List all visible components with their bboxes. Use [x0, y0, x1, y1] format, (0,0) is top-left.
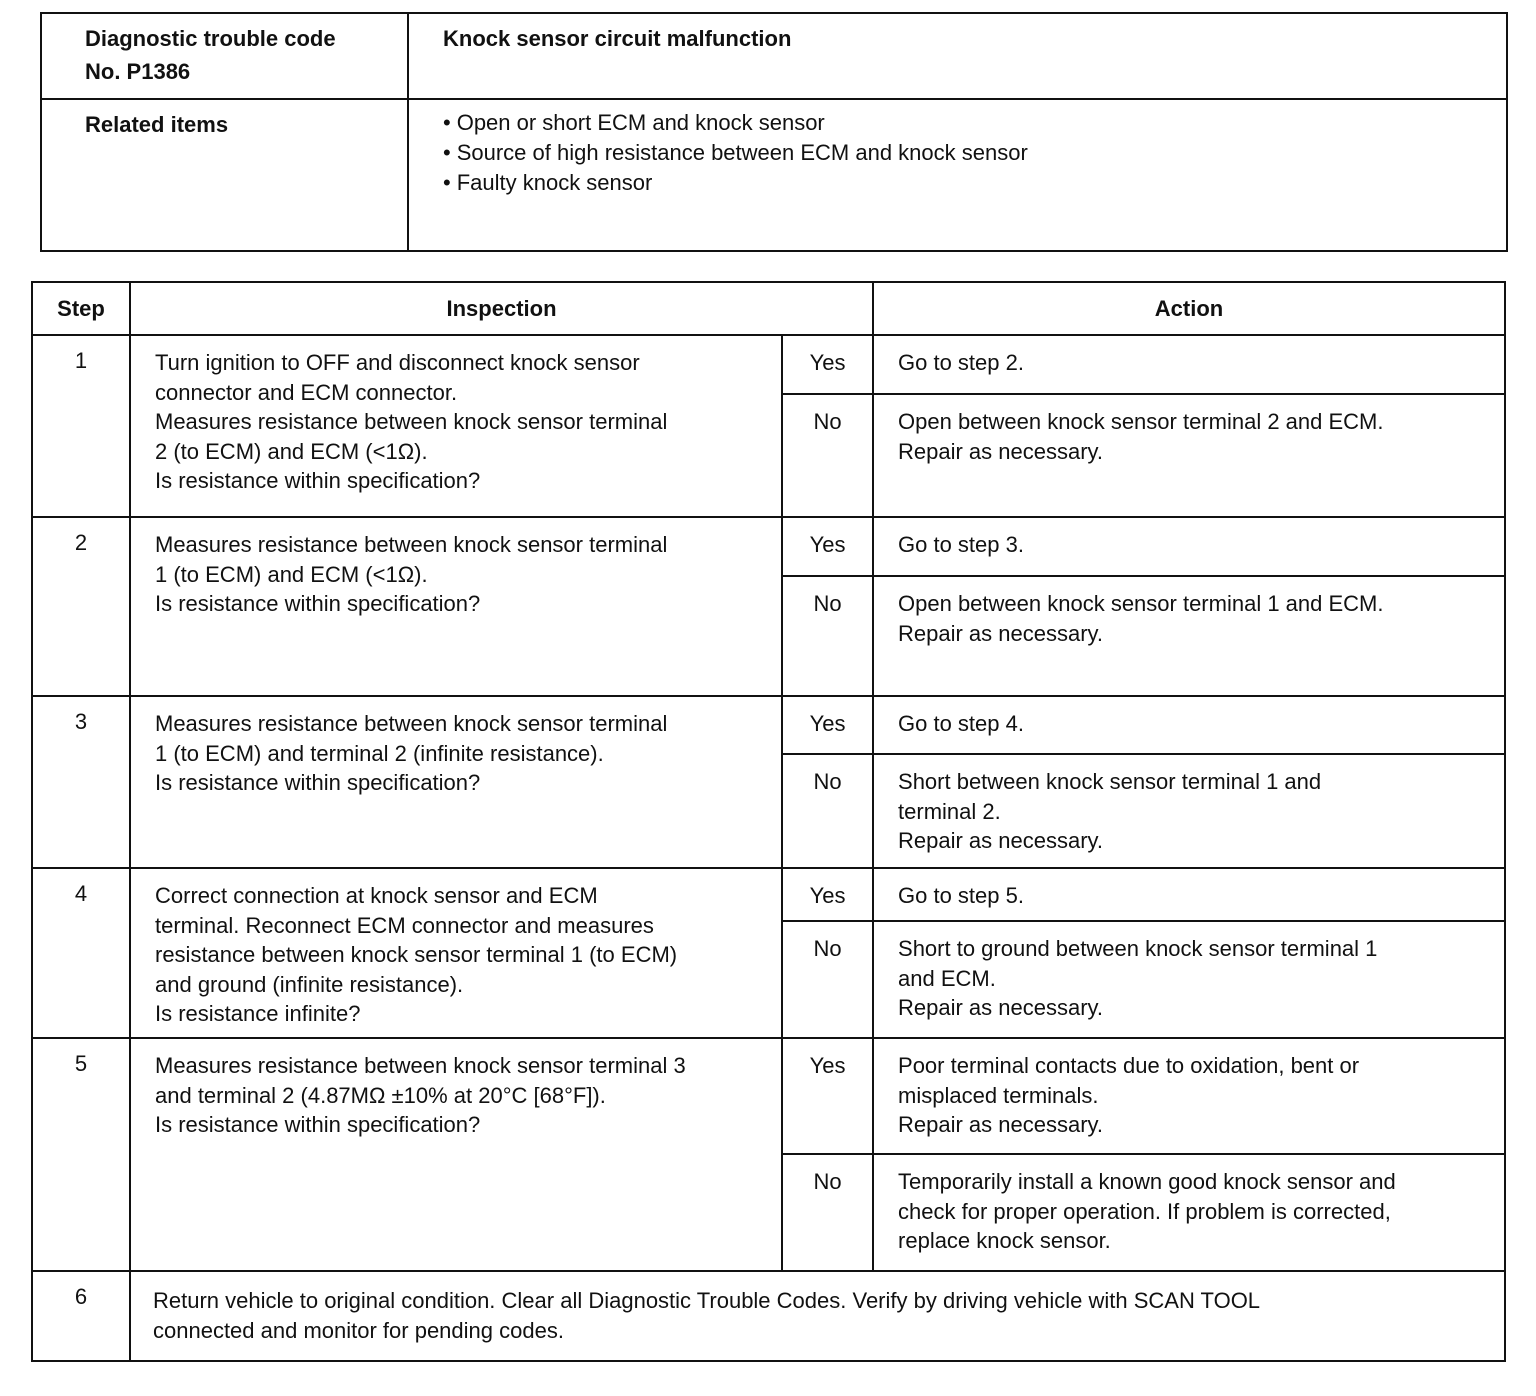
dtc-label — [41, 13, 408, 99]
no-action — [873, 1154, 1505, 1271]
no-label: No — [782, 1154, 873, 1271]
action-line: replace knock sensor. — [898, 1228, 1111, 1253]
step-number: 3 — [32, 696, 130, 868]
inspection-line: 2 (to ECM) and ECM (<1Ω). — [155, 438, 428, 464]
step-number: 5 — [32, 1038, 130, 1271]
table-header-row — [32, 282, 1505, 335]
inspection-line: Turn ignition to OFF and disconnect knock sensor — [155, 350, 640, 375]
step-row-yes — [32, 1038, 1505, 1154]
action-line: terminal 2. — [898, 798, 1001, 824]
yes-label: Yes — [782, 696, 873, 754]
inspection-line: Is resistance within specification? — [155, 770, 481, 795]
no-action — [873, 921, 1505, 1038]
step-row-yes — [32, 335, 1505, 394]
inspection-table — [31, 281, 1506, 1362]
action-line: Repair as necessary. — [898, 438, 1104, 464]
step-row-yes — [32, 696, 1505, 754]
yes-action — [873, 1038, 1505, 1154]
yes-action — [873, 868, 1505, 921]
action-line: Go to step 4. — [898, 711, 1024, 736]
action-line: Short to ground between knock sensor terminal 1 — [898, 936, 1378, 961]
col-action-header: Action — [873, 282, 1505, 335]
action-line: check for proper operation. If problem is corrected, — [898, 1198, 1391, 1224]
yes-label: Yes — [782, 517, 873, 576]
related-row — [41, 99, 1507, 251]
no-action — [873, 754, 1505, 868]
yes-label: Yes — [782, 1038, 873, 1154]
action-line: Repair as necessary. — [898, 828, 1104, 853]
step-row-yes — [32, 868, 1505, 921]
dtc-label-line: Diagnostic trouble code — [85, 26, 336, 51]
step-number: 2 — [32, 517, 130, 696]
step-row-yes — [32, 517, 1505, 576]
inspection-line: resistance between knock sensor terminal 1 (to ECM) — [155, 942, 678, 967]
no-label: No — [782, 921, 873, 1038]
dtc-number: No. P1386 — [85, 59, 191, 84]
action-line: Repair as necessary. — [898, 1112, 1104, 1137]
dtc-row — [41, 13, 1507, 99]
action-line: Poor terminal contacts due to oxidation, bent or — [898, 1053, 1360, 1078]
no-label: No — [782, 754, 873, 868]
final-step-text — [130, 1271, 1505, 1361]
yes-action — [873, 696, 1505, 754]
inspection-line: terminal. Reconnect ECM connector and measures — [155, 912, 654, 938]
no-label: No — [782, 576, 873, 696]
dtc-title: Knock sensor circuit malfunction — [408, 13, 1507, 99]
inspection-cell — [130, 868, 782, 1038]
dtc-header-table — [40, 12, 1508, 252]
yes-label: Yes — [782, 868, 873, 921]
related-label: Related items — [41, 99, 408, 251]
action-line: Repair as necessary. — [898, 995, 1104, 1020]
inspection-line: Is resistance within specification? — [155, 468, 481, 493]
inspection-line: Measures resistance between knock sensor terminal 3 — [155, 1053, 686, 1078]
final-line: Return vehicle to original condition. Clear all Diagnostic Trouble Codes. Verify by driving vehicle with SCAN TOOL — [153, 1288, 1261, 1313]
final-step-row — [32, 1271, 1505, 1361]
inspection-line: and terminal 2 (4.87MΩ ±10% at 20°C [68°F]). — [155, 1082, 606, 1108]
no-action — [873, 576, 1505, 696]
action-line: Short between knock sensor terminal 1 and — [898, 769, 1322, 794]
action-line: Open between knock sensor terminal 2 and ECM. — [898, 409, 1384, 434]
action-line: Go to step 3. — [898, 532, 1024, 557]
inspection-line: Measures resistance between knock sensor terminal — [155, 711, 668, 736]
action-line: and ECM. — [898, 965, 996, 991]
inspection-line: connector and ECM connector. — [155, 379, 458, 405]
related-item: • Faulty knock sensor — [443, 168, 1486, 198]
step-number: 6 — [32, 1271, 130, 1361]
inspection-line: Is resistance within specification? — [155, 591, 481, 616]
inspection-cell — [130, 335, 782, 517]
step-number: 4 — [32, 868, 130, 1038]
action-line: Go to step 2. — [898, 350, 1024, 375]
inspection-line: Measures resistance between knock sensor terminal — [155, 409, 668, 434]
inspection-line: Measures resistance between knock sensor terminal — [155, 532, 668, 557]
inspection-line: 1 (to ECM) and terminal 2 (infinite resistance). — [155, 740, 604, 766]
col-step-header: Step — [32, 282, 130, 335]
action-line: Go to step 5. — [898, 883, 1024, 908]
related-item: • Source of high resistance between ECM and knock sensor — [443, 138, 1486, 168]
related-item: • Open or short ECM and knock sensor — [443, 108, 1486, 138]
step-number: 1 — [32, 335, 130, 517]
no-label: No — [782, 394, 873, 517]
inspection-cell — [130, 517, 782, 696]
yes-action — [873, 335, 1505, 394]
action-line: Repair as necessary. — [898, 620, 1104, 646]
no-action — [873, 394, 1505, 517]
action-line: misplaced terminals. — [898, 1082, 1099, 1108]
inspection-line: 1 (to ECM) and ECM (<1Ω). — [155, 561, 428, 587]
inspection-cell — [130, 696, 782, 868]
action-line: Open between knock sensor terminal 1 and ECM. — [898, 591, 1384, 616]
col-inspection-header: Inspection — [130, 282, 873, 335]
inspection-line: Correct connection at knock sensor and ECM — [155, 883, 598, 908]
inspection-cell — [130, 1038, 782, 1271]
related-list — [443, 108, 1486, 198]
yes-label: Yes — [782, 335, 873, 394]
related-items — [408, 99, 1507, 251]
inspection-line: and ground (infinite resistance). — [155, 971, 464, 997]
action-line: Temporarily install a known good knock sensor and — [898, 1169, 1396, 1194]
yes-action — [873, 517, 1505, 576]
final-line: connected and monitor for pending codes. — [153, 1317, 564, 1343]
inspection-line: Is resistance within specification? — [155, 1112, 481, 1137]
inspection-line: Is resistance infinite? — [155, 1001, 361, 1026]
